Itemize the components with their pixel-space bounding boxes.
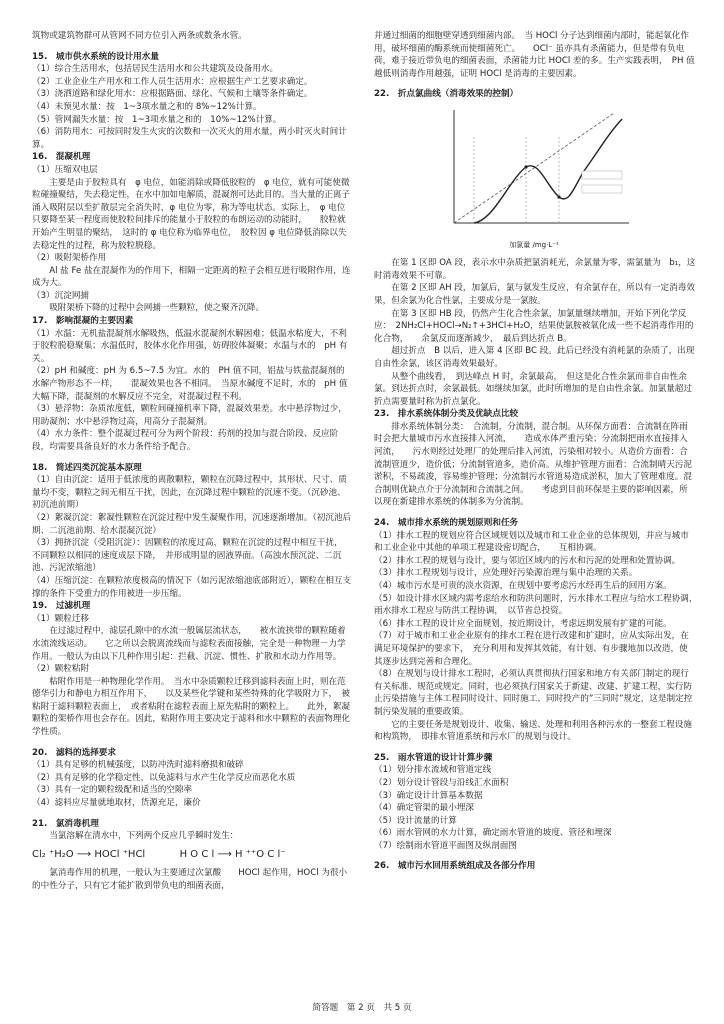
left-top-line: 筑物或建筑物群可从管网不同方位引入两条或数条水管。 bbox=[32, 31, 247, 41]
section-25-title: 25. 雨水管道的设计计算步骤 bbox=[374, 752, 493, 763]
s24-line: （2）排水工程的规划与设计，要与邻近区域内的污水和污泥的处理和处置协调。 bbox=[374, 555, 681, 566]
equation-1: Cl₂ ⁺H₂O ⟶ HOCl ⁺HCl bbox=[32, 848, 146, 860]
s21-paragraph: 氯消毒作用的机理，一般认为主要通过次氯酸 HOCl 起作用，HOCl 为很小的中性分子，只有它才能扩散到带负电的细菌表面， bbox=[32, 868, 348, 891]
s15-line: （6）消防用水：可按同时发生火灾的次数和一次灭火的用水量，两小时灭火时间计算。 bbox=[32, 127, 347, 150]
chlorine-curve-diagram bbox=[434, 105, 634, 240]
s21-paragraph: 当氯溶解在清水中，下列两个反应几乎瞬时发生： bbox=[49, 831, 239, 842]
s24-line: （3）排水工程规划与设计，应处理好污染源治理与集中治理的关系。 bbox=[374, 568, 638, 579]
breakpoint-b bbox=[557, 195, 560, 198]
s15-line: （3）浇洒道路和绿化用水：应根据路面、绿化、气候和土壤等条件确定。 bbox=[32, 89, 313, 100]
s15-line: （1）综合生活用水，包括居民生活用水和公共建筑及设备用水。 bbox=[32, 64, 279, 75]
equation-2: H O C l ⟶ H ⁺⁺O C l⁻ bbox=[179, 848, 286, 860]
s18-line: （1）自由沉淀：适用于低浓度的离散颗粒，颗粒在沉降过程中，其形状、尺寸、质量均不变，颗粒之间无相互干扰，因此，在沉降过程中颗粒的沉速不变。（沉砂池、初沉池前期） bbox=[32, 475, 347, 511]
s22-paragraph: 在第 1 区即 OA 段，表示水中杂质把氯消耗光，余氯量为零，需氯量为 b₁，这时消毒效果不可靠。 bbox=[374, 258, 696, 281]
s20-line: （4）滤料应尽量就地取材，货源充足，廉价 bbox=[32, 798, 201, 809]
page-footer: 简答题 第 2 页 共 5 页 bbox=[312, 1003, 412, 1013]
s15-line: （4）未预见水量：按 1~3项水量之和的 8%~12%计算。 bbox=[32, 101, 262, 112]
s16-paragraph: Al 盐 Fe 盐在混凝作为的作用下，相隔一定距离的粒子会相互进行吸附作用，连成为大。 bbox=[32, 265, 351, 289]
right-column bbox=[374, 30, 702, 873]
s17-line: （4）水力条件：整个混凝过程可分为两个阶段：药剂的投加与混合阶段、反应阶段，均需要具备良好的水力条件给予配合。 bbox=[32, 429, 339, 452]
s16-sub: （2）吸附架桥作用 bbox=[32, 253, 107, 264]
s24-line: （4）城市污水是可贵的淡水资源，在规划中要考虑污水经再生后的回用方案。 bbox=[374, 581, 672, 591]
s22-paragraph: 在第 2 区即 AH 段，加氯后，氯与氨发生反应，有余氯存在，所以有一定消毒效果，但余氯为化合性氯，主要成分是一氯胺。 bbox=[374, 283, 695, 306]
s24-paragraph: 它的主要任务是规划设计、收集、输送、处理和利用各种污水的一整套工程设施和构筑物， 即排水管道系统和污水厂的规划与设计。 bbox=[374, 719, 692, 743]
section-21-title: 21. 氯消毒机理 bbox=[32, 818, 99, 829]
breakpoint-chlorination-chart bbox=[434, 105, 696, 251]
s24-line: （7）对于城市和工业企业原有的排水工程在进行改建和扩建时，应从实际出发，在满足环境保护的要求下， 充分利用和发挥其效能，有计划、有步骤地加以改造，使其逐步达到完善和合理化。 bbox=[374, 631, 689, 667]
s16-sub: （1）压缩双电层 bbox=[32, 164, 98, 175]
section-26-title: 26. 城市污水回用系统组成及各部分作用 bbox=[374, 861, 536, 872]
section-22-title: 22. 折点氯曲线（消毒效果的控制） bbox=[374, 89, 519, 100]
s25-line: （6）雨水管网的水力计算，确定雨水管道的坡度、管径和埋深 bbox=[374, 828, 612, 839]
s25-line: （4）确定管渠的最小埋深 bbox=[374, 803, 474, 814]
right-top-lines: 并通过细菌的细胞壁穿透到细菌内部。 当 HOCl 分子达到细菌内部时，能起氧化作用，破坏细菌的酶系统而使细菌死亡。 OCl⁻ 虽亦具有杀菌能力，但是带有负电荷，难于接近带负电的细菌表面，杀菌能力比 HOCl 差的多。生产实践表明， PH 值越低则消毒作用越强，证明 HOCl 是消毒的主要因素。 bbox=[374, 31, 695, 79]
s20-line: （1）具有足够的机械强度，以防冲洗时滤料磨损和破碎 bbox=[32, 760, 244, 771]
section-17-title: 17. 影响混凝的主要因素 bbox=[32, 316, 134, 327]
legend-box-1 bbox=[582, 171, 622, 179]
s18-line: （2）絮凝沉淀：絮凝性颗粒在沉淀过程中发生凝聚作用，沉速逐渐增加。（初沉池后期、二沉池前期、给水混凝沉淀） bbox=[32, 512, 352, 536]
s16-paragraph: 主要是由于胶粒具有 φ 电位，如能消除或降低胶粒的 φ 电位，就有可能使微粒碰撞聚结，失去稳定性，在水中加如电解质，混凝剂可达此目的。当大量的正离子涌入吸附层以至扩散层完全消失时，φ 电位为零，称为等电状态。实际上， φ 电位只要降至某一程度而使胶粒间排斥的能量小于胶粒的布朗运动的动能时， 胶粒就开始产生明显的聚结， 这时的 φ 电位称为临界电位， 胶粒因 φ 电位降低消除以失去稳定性的过程，称为胶粒脱稳。 bbox=[32, 177, 350, 251]
s17-line: （2）pH 和碱度：pH 为 6.5~7.5 为宜。水的 PH 值不同，铝盐与铁盐混凝剂的水解产物形态不一样， 混凝效果也各不相同。 当原水碱度不足时，水的 pH 值大幅下降，混凝剂的水解反应不完全，对混凝过程不利。 bbox=[32, 366, 348, 402]
s20-line: （3）具有一定的颗粒级配和适当的空隙率 bbox=[32, 785, 193, 796]
s25-line: （1）划分排水流域和管道定线 bbox=[374, 765, 492, 776]
s16-paragraph: 吸附架桥下降的过程中会网捕一些颗粒，使之聚齐沉降。 bbox=[49, 303, 265, 314]
s18-line: （4）压缩沉淀：在颗粒浓度极高的情况下（如污泥浓缩池底部附近），颗粒在相互支撑的条件下受重力的作用被进一步压缩。 bbox=[32, 575, 352, 599]
s24-line: （1）排水工程的规划应符合区域规划以及城市和工业企业的总体规划，并应与城市和工业企业中其他的单项工程建设密切配合， 互相协调。 bbox=[374, 530, 689, 554]
s24-line: （5）如设计排水区域内需考虑给水和防洪问题时，污水排水工程应与给水工程协调， 雨水排水工程应与防洪工程协调， 以节省总投资。 bbox=[374, 593, 702, 617]
s22-paragraph: 从整个曲线看， 到达峰点 H 时，余氯最高， 但这是化合性余氯而非自由性余氯。到达折点时，余氯最低。如继续加氯，此时所增加的是自由性余氯。加氯量超过折点需要量时称为折点氯化。 bbox=[374, 371, 692, 407]
s20-line: （2）具有足够的化学稳定性，以免滤料与水产生化学反应而恶化水质 bbox=[32, 772, 296, 783]
s15-line: （2）工业企业生产用水和工作人员生活用水：应根据生产工艺要求确定。 bbox=[32, 76, 313, 87]
s19-sub: （1）颗粒迁移 bbox=[32, 613, 90, 624]
s17-line: （1）水温：无机盐混凝剂水解吸热，低温水混凝剂水解困难；低温水粘度大，不利于胶粒脱稳聚集；水温低时，胶体水化作用强，妨碍胶体凝聚；水温与水的 pH 有关。 bbox=[32, 328, 348, 364]
s19-paragraph: 粘附作用是一种物理化学作用。 当水中杂质颗粒迁移到滤料表面上时，则在范德华引力和静电力相互作用下， 以及某些化学键和某些特殊的化学吸附力下， 被粘附于滤料颗粒表面上， 或者粘附在滤粒表面上原先粘附的颗粒上。 此外，絮凝颗粒的架桥作用也会存在。因此，粘附作用主要决定于滤料和水中颗粒的表面物理化学性质。 bbox=[32, 676, 350, 738]
s24-line: （6）排水工程的设计应全面规划，按近期设计，考虑远期发展有扩建的可能。 bbox=[374, 618, 672, 629]
s18-line: （3）拥挤沉淀（受阻沉淀）：因颗粒的浓度过高，颗粒在沉淀的过程中相互干扰， 不同颗粒以相同的速度成层下降， 并形成明显的固液界面。（高浊水预沉淀、二沉池、污泥浓缩池） bbox=[32, 538, 347, 574]
s17-line: （3）悬浮物：杂质浓度低，颗粒间碰撞机率下降，混凝效果差。水中悬浮物过少，用助凝剂；水中悬浮物过高，用高分子混凝剂。 bbox=[32, 404, 347, 427]
legend-box-2 bbox=[582, 185, 622, 193]
section-15-title: 15. 城市供水系统的设计用水量 bbox=[32, 51, 159, 62]
s15-line: （5）管网漏失水量：按 1~3项水量之和的 10%~12%计算。 bbox=[32, 114, 282, 125]
chart-x-caption: 加氯量 /mg·L⁻¹ bbox=[509, 240, 559, 249]
section-20-title: 20. 滤料的选择要求 bbox=[32, 747, 116, 758]
s22-paragraph: 在第 3 区即 HB 段，仍然产生化合性余氯，加氯量继续增加，开始下列化学反应： 2NH₂Cl+HOCl→N₂↑+3HCl+H₂O，结果使氯胺被氧化成一些不起消毒作用的化合物， 余氯反而逐渐减少， 最后到达折点 B。 bbox=[374, 308, 694, 344]
section-24-title: 24. 城市排水系统的规划原则和任务 bbox=[374, 518, 519, 529]
section-19-title: 19. 过滤机理 bbox=[32, 601, 91, 612]
s16-sub: （3）沉淀网捕 bbox=[32, 290, 90, 301]
s22-paragraph: 超过折点 B 以后，进入第 4 区即 BC 段。此后已经没有消耗氯的杂质了，出现自由性余氯，该区消毒效果最好。 bbox=[374, 346, 695, 369]
demand-line bbox=[454, 113, 614, 223]
s19-sub: （2）颗粒粘附 bbox=[32, 664, 90, 675]
peak-point-h bbox=[524, 165, 527, 168]
s23-paragraph: 排水系统体制分类： 合流制，分流制，混合制。从环保方面看：合流制在阵雨时会把大量城市污水直接排入河流， 造成水体严重污染；分流制把雨水直接排入河流， 污水则经过处理厂的处理后排入河流，污染相对较小。从造价方面看：合流制管道少，造价低；分流制管道多，造价高。从维护管理方面看：合流制晴天污泥淤积，不易疏浚，容易维护管理；分流制污水管道易造成淤积，加大了管理难度。混合制则优缺点介于分流制和合流制之间。 考虑到目前环保是主要的影响因素，所以现在新建排水系统的体制多为分流制。 bbox=[374, 421, 692, 508]
s25-line: （2）划分设计管段与沿线汇水面积 bbox=[374, 777, 509, 788]
section-23-title: 23. 排水系统体制分类及优缺点比较 bbox=[374, 409, 519, 420]
s25-line: （7）绘制雨水管道平面图及纵剖面图 bbox=[374, 840, 517, 851]
section-18-title: 18. 简述四类沉淀基本原理 bbox=[32, 462, 142, 473]
s19-paragraph: 在过滤过程中，滤层孔隙中的水流一般属层流状态， 被水流挟带的颗粒随着水流流线运动。 它之所以会脱离流线而与滤粒表面接触，完全是一种物理－力学作用。一般认为由以下几种作用引起：拦截、沉淀、惯性、扩散和水动力作用等。 bbox=[32, 626, 346, 662]
left-column bbox=[32, 30, 352, 893]
s24-line: （8）在规划与设计排水工程时，必须认真贯彻执行国家和地方有关部门制定的现行有关标准、规范或规定。同时，也必须执行国家关于新建、改建、扩建工程，实行防止污染措施与主体工程同时设计、同时施工、同时投产的”三同时”规定，这是制定控制污染发展的重要政策。 bbox=[374, 669, 693, 717]
s21-equations bbox=[32, 849, 352, 862]
s25-line: （5）设计流量的计算 bbox=[374, 815, 457, 826]
section-16-title: 16. 混凝机理 bbox=[32, 152, 91, 163]
s25-line: （3）确定设计计算基本数据 bbox=[374, 790, 483, 801]
